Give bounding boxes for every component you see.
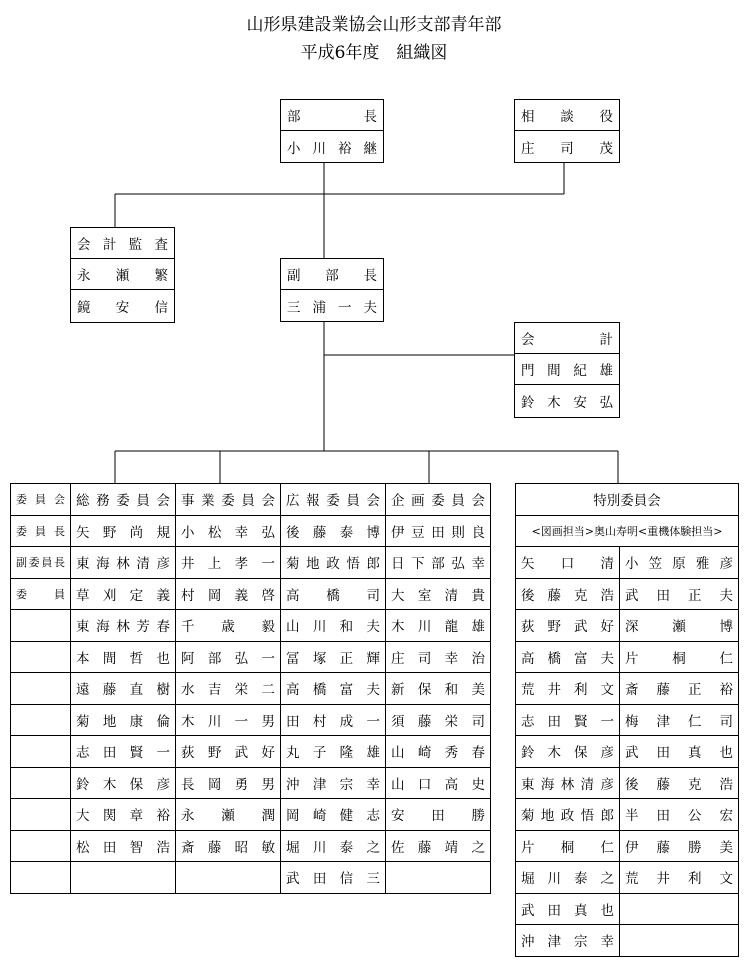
special-member: 深瀬博 [620,610,739,642]
committee-member: 高橋富夫 [281,673,386,705]
special-member: 堀川泰之 [516,862,620,894]
committee-member: 田村成一 [281,704,386,736]
committee-name: 広報委員会 [281,484,386,516]
committee-row-label [11,830,71,862]
committee-member: 小松幸弘 [176,515,281,547]
special-committee-row [516,799,739,831]
special-committee-row [516,830,739,862]
committee-member: 山川和夫 [281,610,386,642]
committee-member: 永瀬潤 [176,799,281,831]
committee-member: 志田賢一 [71,736,176,768]
special-committee-row [516,925,739,957]
special-member [620,925,739,957]
committee-member: 高橋司 [281,578,386,610]
special-committee-table [515,483,739,957]
special-member: 高橋富夫 [516,641,620,673]
committee-member: 佐藤靖之 [386,830,491,862]
committee-member: 東海林清彦 [71,547,176,579]
special-member: 荻野武好 [516,610,620,642]
committee-member: 阿部弘一 [176,641,281,673]
committee-member: 長岡勇男 [176,767,281,799]
committee-member: 伊豆田則良 [386,515,491,547]
committee-row-label [11,641,71,673]
committee-member: 武田信三 [281,862,386,894]
committee-member: 井上孝一 [176,547,281,579]
committee-row [11,547,491,579]
committee-member: 菊地康倫 [71,704,176,736]
special-member: 斎藤正裕 [620,673,739,705]
special-member: 半田公宏 [620,799,739,831]
committee-row-label [11,862,71,894]
special-committee-row [516,862,739,894]
special-member: 武田真也 [516,893,620,925]
committee-member: 新保和美 [386,673,491,705]
special-committee-row [516,893,739,925]
special-member: 片桐仁 [620,641,739,673]
fukubucho-box [280,258,384,322]
kansa-name: 永瀬繁 [77,268,168,284]
sodan-label: 相談役 [521,109,613,125]
special-committee-row [516,736,739,768]
committee-row-label [11,704,71,736]
special-member: 沖津宗幸 [516,925,620,957]
page-title: 山形県建設業協会山形支部青年部 [246,15,502,35]
committee-name: 総務委員会 [71,484,176,516]
committee-member: 須藤栄司 [386,704,491,736]
committee-member: 堀川泰之 [281,830,386,862]
special-committee-row [516,578,739,610]
sodan-box [514,99,620,163]
special-committee-row [516,704,739,736]
kaikei-name: 鈴木安弘 [521,394,613,411]
committee-row-label: 副委員長 [11,547,71,579]
committee-row [11,610,491,642]
committee-member [71,862,176,894]
kansa-name: 鏡安信 [77,299,168,316]
committee-row [11,641,491,673]
committee-member: 草刈定義 [71,578,176,610]
fukubucho-label: 副部長 [287,268,377,284]
special-member: 東海林清彦 [516,767,620,799]
committee-member: 庄司幸治 [386,641,491,673]
special-member: 荒井利文 [620,862,739,894]
special-member: 片桐仁 [516,830,620,862]
kaikei-name: 門間紀雄 [521,363,613,379]
committee-row [11,515,491,547]
committee-member: 冨塚正輝 [281,641,386,673]
committee-member [386,862,491,894]
special-member: 伊藤勝美 [620,830,739,862]
kaikei-label: 会計 [521,332,613,348]
special-committee-row [516,673,739,705]
committee-row-label [11,673,71,705]
committee-member: 大室清貴 [386,578,491,610]
committee-header-row [11,484,491,516]
committee-member: 斎藤昭敏 [176,830,281,862]
special-member: 鈴木保彦 [516,736,620,768]
committee-member: 山崎秀春 [386,736,491,768]
special-committee-row [516,767,739,799]
committee-member: 松田智浩 [71,830,176,862]
special-member: 武田真也 [620,736,739,768]
committee-member: 本間哲也 [71,641,176,673]
committee-name: 事業委員会 [176,484,281,516]
committee-member [176,862,281,894]
committee-row [11,736,491,768]
special-committee-row [516,641,739,673]
committee-member: 木川一男 [176,704,281,736]
bucho-box [280,99,384,163]
special-member: 武田正夫 [620,578,739,610]
committee-member: 大関章裕 [71,799,176,831]
committee-member: 岡崎健志 [281,799,386,831]
committee-row-label [11,736,71,768]
committee-row [11,830,491,862]
special-committee-note: <図画担当>奥山寿明<重機体験担当> [516,515,739,547]
committee-member: 菊地政悟郎 [281,547,386,579]
committee-row-label [11,610,71,642]
special-member: 矢口清 [516,547,620,579]
sodan-name: 庄司茂 [521,140,613,157]
committee-member: 千歳毅 [176,610,281,642]
special-member [620,893,739,925]
committee-row [11,767,491,799]
committee-member: 荻野武好 [176,736,281,768]
committee-member: 後藤泰博 [281,515,386,547]
committee-row-label [11,799,71,831]
special-member: 後藤克浩 [620,767,739,799]
special-member: 後藤克浩 [516,578,620,610]
bucho-name: 小川裕継 [287,140,377,157]
committee-member: 鈴木保彦 [71,767,176,799]
special-committee-title: 特別委員会 [516,484,739,516]
bucho-label: 部長 [287,109,377,125]
committee-member: 矢野尚規 [71,515,176,547]
committee-row [11,704,491,736]
committee-member: 日下部弘幸 [386,547,491,579]
committee-name: 企画委員会 [386,484,491,516]
special-committee-row [516,610,739,642]
committee-member: 山口高史 [386,767,491,799]
committee-row [11,673,491,705]
special-member: 小笠原雅彦 [620,547,739,579]
kaikei-box [514,322,620,418]
committee-row-label: 委員 [11,578,71,610]
committee-row-label: 委員長 [11,515,71,547]
special-member: 志田賢一 [516,704,620,736]
special-member: 荒井利文 [516,673,620,705]
kansa-box [70,227,175,323]
committee-row-label [11,767,71,799]
committee-member: 遠藤直樹 [71,673,176,705]
committee-member: 沖津宗幸 [281,767,386,799]
committee-row-label: 委員会 [11,484,71,516]
committee-member: 村岡義啓 [176,578,281,610]
committee-member: 東海林芳春 [71,610,176,642]
special-committee-row [516,547,739,579]
committee-member: 木川龍雄 [386,610,491,642]
committee-row [11,578,491,610]
committee-member: 水吉栄二 [176,673,281,705]
special-member: 梅津仁司 [620,704,739,736]
fukubucho-name: 三浦一夫 [287,299,377,316]
committee-member: 安田勝 [386,799,491,831]
kansa-label: 会計監査 [77,237,168,253]
page-subtitle: 平成6年度 組織図 [300,43,448,63]
committee-member: 丸子隆雄 [281,736,386,768]
committee-row [11,799,491,831]
committee-table [10,483,491,894]
special-member: 菊地政悟郎 [516,799,620,831]
committee-row [11,862,491,894]
